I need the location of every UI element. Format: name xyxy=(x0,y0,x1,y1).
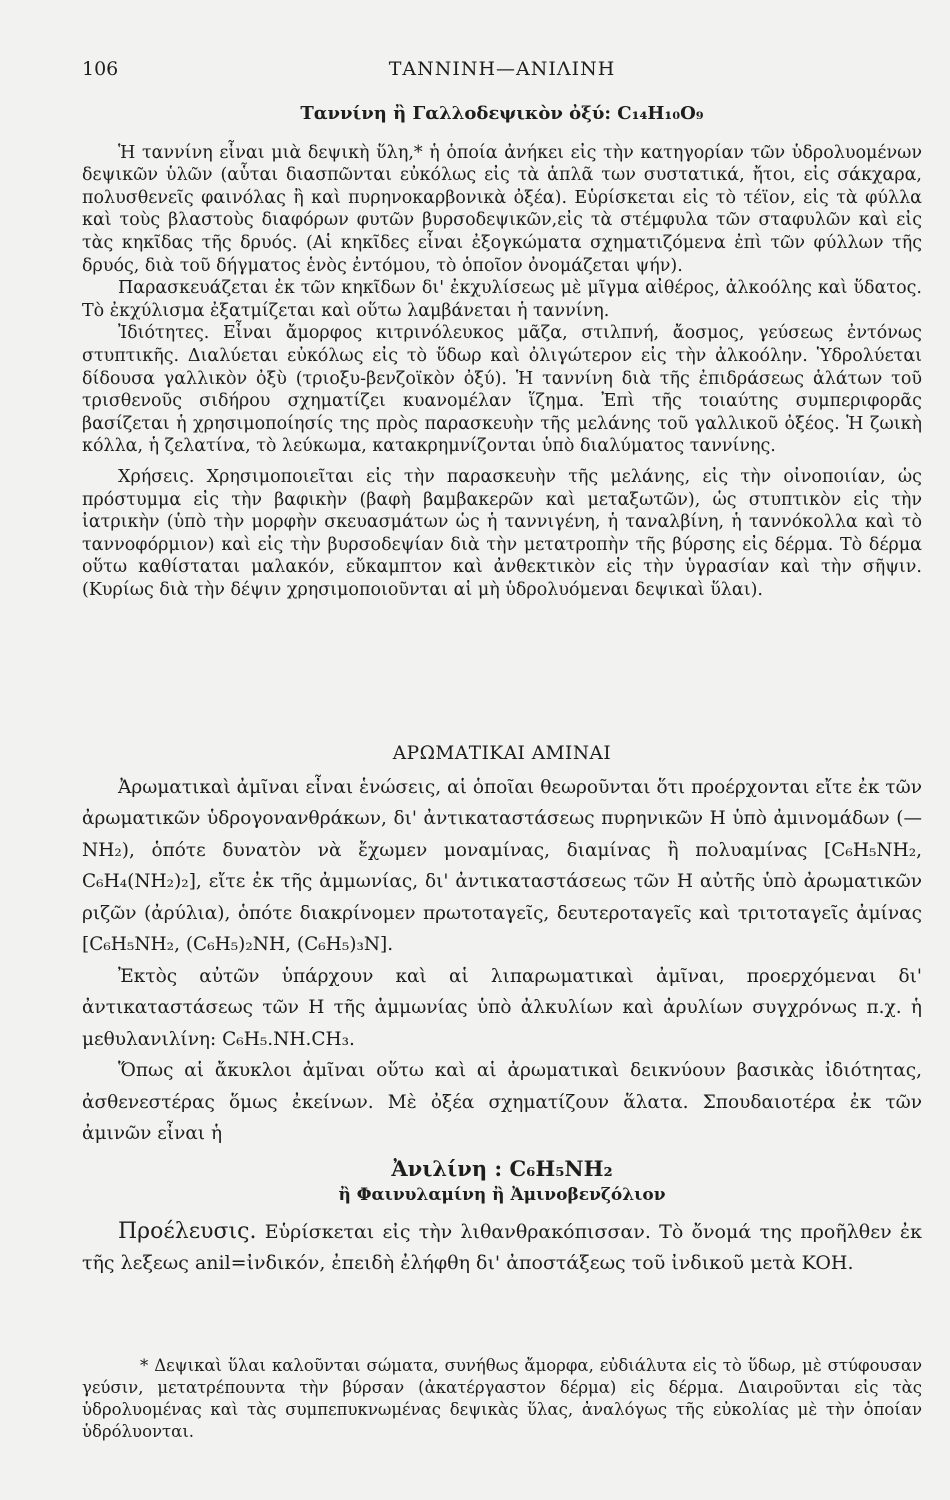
amines-paragraph-fatty-aromatic: Ἐκτὸς αὐτῶν ὑπάρχουν καὶ αἱ λιπαρωματικαὶ ἀμῖναι, προερχόμεναι δι' ἀντικαταστάσεως τῶν H τῆς ἀμμωνίας ὑπὸ ἀλκυλίων καὶ ἀρυλίων συγχρόνως π.χ. ἡ μεθυλανιλίνη: C₆H₅.NH.CH₃. xyxy=(82,965,922,1050)
tannin-title: Ταννίνη ἢ Γαλλοδεψικὸν ὀξύ: C₁₄H₁₀O₉ xyxy=(300,103,704,124)
aniline-subtitle: ἢ Φαινυλαμίνη ἢ Ἀμινοβενζόλιον xyxy=(338,1185,666,1205)
tannin-section xyxy=(82,103,922,601)
aromatic-amines-section xyxy=(82,738,922,1150)
origin-text: Εὑρίσκεται εἰς τὴν λιθανθρακόπισσαν. Τὸ ὄνομά της προῆλθεν ἐκ τῆς λεξεως anil=ἰνδικόν, ἐπειδὴ ἐλήφθη δι' ἀποστάξεως τοῦ ἰνδικοῦ μετὰ KOH. xyxy=(82,1221,922,1274)
aniline-title: Ἀνιλίνη : C₆H₅NH₂ xyxy=(391,1156,613,1181)
tannin-paragraph-properties: Ἰδιότητες. Εἶναι ἄμορφος κιτρινόλευκος μᾶζα, στιλπνή, ἄοσμος, γεύσεως ἐντόνως στυπτικῆς. Διαλύεται εὐκόλως εἰς τὸ ὕδωρ καὶ ὀλιγώτερον εἰς τὴν ἀλκοόλην. Ὑδρολύεται δίδουσα γαλλικὸν ὀξὺ (τριοξυ-βενζοϊκὸν ὀξύ). Ἡ ταννίνη διὰ τῆς ἐπιδράσεως ἁλάτων τοῦ τρισθενοῦς σιδήρου σχηματίζει κυανομέλαν ἵζημα. Ἐπὶ τῆς τοιαύτης συμπεριφορᾶς βασίζεται ἡ χρησιμοποίησίς της πρὸς παρασκευὴν τῆς μελάνης τοῦ γαλλικοῦ ὀξέος. Ἡ ζωικὴ κόλλα, ἡ ζελατίνα, τὸ λεύκωμα, κατακρημνίζονται ὑπὸ διαλύματος ταννίνης. xyxy=(82,323,922,457)
footnote xyxy=(82,1355,922,1443)
origin-label: Προέλευσις. xyxy=(118,1219,257,1244)
tannin-paragraph-preparation: Παρασκευάζεται ἐκ τῶν κηκῖδων δι' ἐκχυλίσεως μὲ μῖγμα αἰθέρος, ἀλκοόλης καὶ ὕδατος. Τὸ ἐκχύλισμα ἐξατμίζεται καὶ οὕτω λαμβάνεται ἡ ταννίνη. xyxy=(82,278,922,321)
running-title: ΤΑΝΝΙΝΗ—ΑΝΙΛΙΝΗ xyxy=(388,58,616,80)
amines-paragraph-definition: Ἀρωματικαὶ ἀμῖναι εἶναι ἑνώσεις, αἱ ὁποῖαι θεωροῦνται ὅτι προέρχονται εἴτε ἐκ τῶν ἀρωματικῶν ὑδρογονανθράκων, δι' ἀντικαταστάσεως πυρηνικῶν H ὑπὸ ἀμινομάδων (—NH₂), ὁπότε δυνατὸν νὰ ἔχωμεν μοναμίνας, διαμίνας ἢ πολυαμίνας [C₆H₅NH₂, C₆H₄(NH₂)₂], εἴτε ἐκ τῆς ἀμμωνίας, δι' ἀντικαταστάσεως τῶν H αὐτῆς ὑπὸ ἀρωματικῶν ριζῶν (ἀρύλια), ὁπότε διακρίνομεν πρωτοταγεῖς, δευτεροταγεῖς καὶ τριτοταγεῖς ἀμίνας [C₆H₅NH₂, (C₆H₅)₂NH, (C₆H₅)₃N]. xyxy=(82,776,922,955)
amines-paragraph-basicity: Ὅπως αἱ ἄκυκλοι ἀμῖναι οὕτω καὶ αἱ ἀρωματικαὶ δεικνύουν βασικὰς ἰδιότητας, ἀσθενεστέρας ὅμως ἐκείνων. Μὲ ὀξέα σχηματίζουν ἅλατα. Σπουδαιοτέρα ἐκ τῶν ἀμινῶν εἶναι ἡ xyxy=(82,1060,922,1144)
amines-title: ΑΡΩΜΑΤΙΚΑΙ ΑΜΙΝΑΙ xyxy=(392,743,612,764)
tannin-paragraph-uses: Χρήσεις. Χρησιμοποιεῖται εἰς τὴν παρασκευὴν τῆς μελάνης, εἰς τὴν οἰνοποιίαν, ὡς πρόστυμμα εἰς τὴν βαφικὴν (βαφὴ βαμβακερῶν καὶ μεταξωτῶν), ὡς στυπτικὸν εἰς τὴν ἰατρικὴν (ὑπὸ τὴν μορφὴν σκευασμάτων ὡς ἡ ταννιγένη, ἡ ταναλβίνη, ἡ ταννόκολλα καὶ τὸ ταννοφόρμιον) καὶ εἰς τὴν βυρσοδεψίαν διὰ τὴν μετατροπὴν τῆς βύρσης εἰς δέρμα. Τὸ δέρμα οὕτω καθίσταται μαλακόν, εὔκαμπτον καὶ ἀνθεκτικὸν εἰς τὴν ὑγρασίαν καὶ τὴν σῆψιν. (Κυρίως διὰ τὴν δέψιν χρησιμοποιοῦνται αἱ μὴ ὑδρολυόμεναι δεψικαὶ ὕλαι). xyxy=(82,466,922,600)
page-header xyxy=(82,58,922,82)
aniline-section xyxy=(82,1155,922,1278)
page-number: 106 xyxy=(82,58,119,80)
aniline-origin-paragraph xyxy=(82,1217,922,1278)
tannin-paragraph-intro: Ἡ ταννίνη εἶναι μιὰ δεψικὴ ὕλη,* ἡ ὁποία ἀνήκει εἰς τὴν κατηγορίαν τῶν ὑδρολυομένων δεψικῶν ὑλῶν (αὗται διασπῶνται εὐκόλως εἰς τὰ ἁπλᾶ των συστατικά, ἤτοι, εἰς σάκχαρα, πολυσθενεῖς φαινόλας ἢ καὶ πυρηνοκαρβονικὰ ὀξέα). Εὑρίσκεται εἰς τὸ τέϊον, εἰς τὰ φύλλα καὶ τοὺς βλαστοὺς διαφόρων φυτῶν βυρσοδεψικῶν,εἰς τὰ στέμφυλα τῶν σταφυλῶν καὶ εἰς τὰς κηκῖδας τῆς δρυός. (Αἱ κηκῖδες εἶναι ἐξογκώματα σχηματιζόμενα ἐπὶ τῶν φύλλων τῆς δρυός, διὰ τοῦ δήγματος ἑνὸς ἐντόμου, τὸ ὁποῖον ὀνομάζεται ψήν). xyxy=(82,142,922,276)
footnote-text: * Δεψικαὶ ὕλαι καλοῦνται σώματα, συνήθως ἄμορφα, εὐδιάλυτα εἰς τὸ ὕδωρ, μὲ στύφουσαν γεύσιν, μετατρέπουντα τὴν βύρσαν (ἀκατέργαστον δέρμα) εἰς δέρμα. Διαιροῦνται εἰς τὰς ὑδρολυομένας καὶ τὰς συμπεπυκνωμένας δεψικὰς ὕλας, ἀναλόγως τῆς εὐκολίας μὲ τὴν ὁποίαν ὑδρόλυονται. xyxy=(82,1356,922,1441)
